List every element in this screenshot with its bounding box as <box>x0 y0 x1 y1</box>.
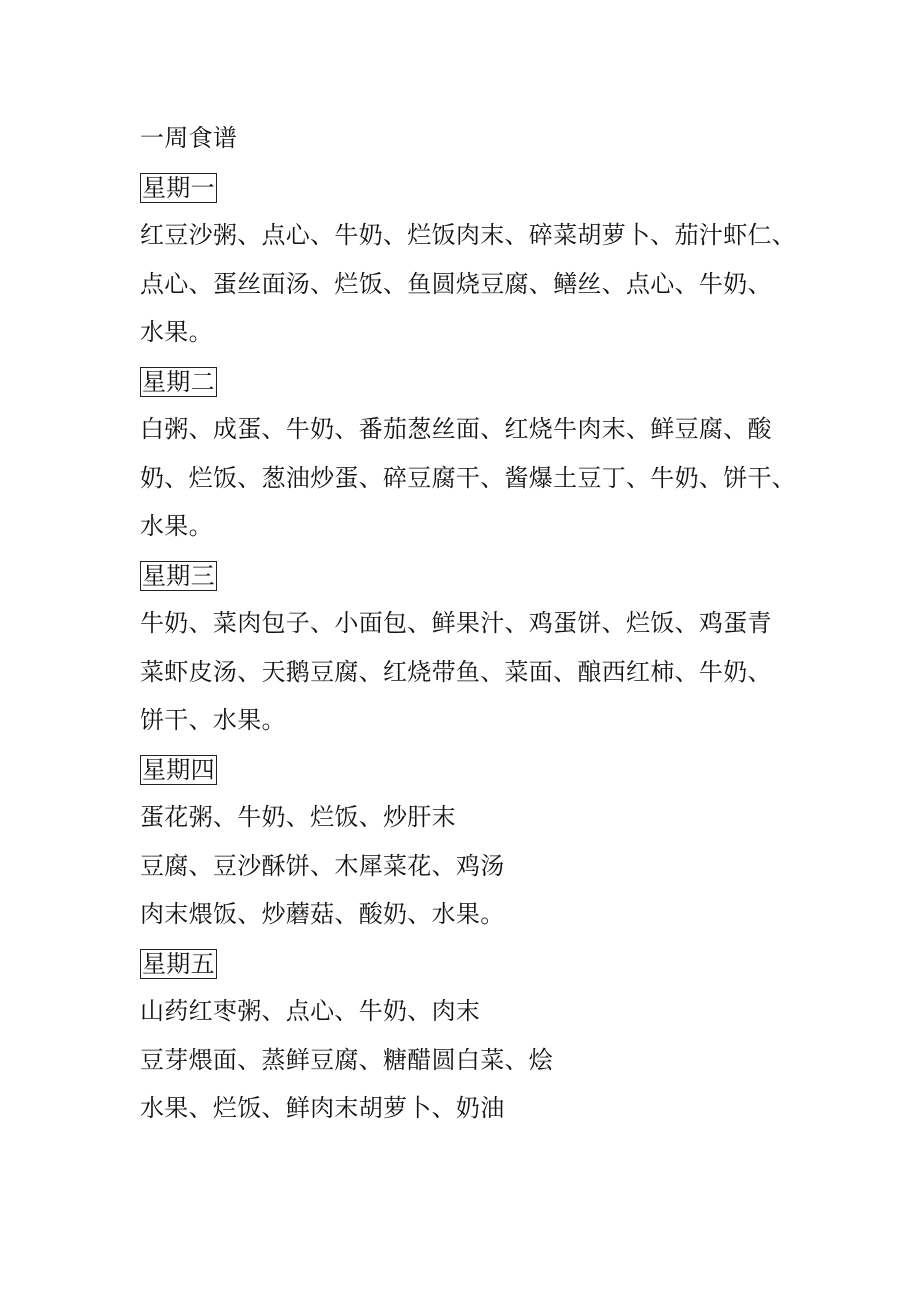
menu-line: 奶、烂饭、葱油炒蛋、碎豆腐干、酱爆土豆丁、牛奶、饼干、 <box>140 463 797 492</box>
day-label-tuesday: 星期二 <box>142 368 215 396</box>
day-section-tuesday <box>140 357 800 551</box>
day-label-wednesday: 星期三 <box>142 562 215 590</box>
day-label-monday: 星期一 <box>142 174 215 202</box>
menu-line: 蛋花粥、牛奶、烂饭、炒肝末 <box>140 803 456 831</box>
menu-line: 肉末煨饭、炒蘑菇、酸奶、水果。 <box>140 900 505 928</box>
day-section-monday <box>140 163 800 357</box>
menu-line: 水果、烂饭、鲜肉末胡萝卜、奶油 <box>140 1094 505 1122</box>
menu-line: 豆腐、豆沙酥饼、木犀菜花、鸡汤 <box>140 851 505 880</box>
menu-line: 饼干、水果。 <box>140 706 286 734</box>
day-label-friday: 星期五 <box>142 950 215 978</box>
menu-line: 菜虾皮汤、天鹅豆腐、红烧带鱼、菜面、酿西红柿、牛奶、 <box>140 657 772 686</box>
day-section-friday <box>140 939 800 1133</box>
menu-line: 豆芽煨面、蒸鲜豆腐、糖醋圆白菜、烩 <box>140 1045 554 1074</box>
menu-line: 白粥、成蛋、牛奶、番茄葱丝面、红烧牛肉末、鲜豆腐、酸 <box>140 415 772 443</box>
menu-line: 红豆沙粥、点心、牛奶、烂饭肉末、碎菜胡萝卜、茄汁虾仁、 <box>140 221 797 249</box>
document-page <box>140 114 800 1133</box>
menu-line: 水果。 <box>140 512 213 540</box>
day-section-thursday <box>140 745 800 939</box>
day-heading-row <box>140 551 800 600</box>
page-title: 一周食谱 <box>140 124 238 152</box>
day-heading-row <box>140 745 800 794</box>
menu-line: 山药红枣粥、点心、牛奶、肉末 <box>140 997 481 1025</box>
menu-line: 水果。 <box>140 318 213 346</box>
day-heading-row <box>140 939 800 988</box>
day-label-thursday: 星期四 <box>142 756 215 784</box>
day-heading-row <box>140 163 800 212</box>
day-section-wednesday <box>140 551 800 745</box>
day-heading-row <box>140 357 800 406</box>
menu-line: 点心、蛋丝面汤、烂饭、鱼圆烧豆腐、鳝丝、点心、牛奶、 <box>140 269 772 298</box>
menu-line: 牛奶、菜肉包子、小面包、鲜果汁、鸡蛋饼、烂饭、鸡蛋青 <box>140 609 772 637</box>
